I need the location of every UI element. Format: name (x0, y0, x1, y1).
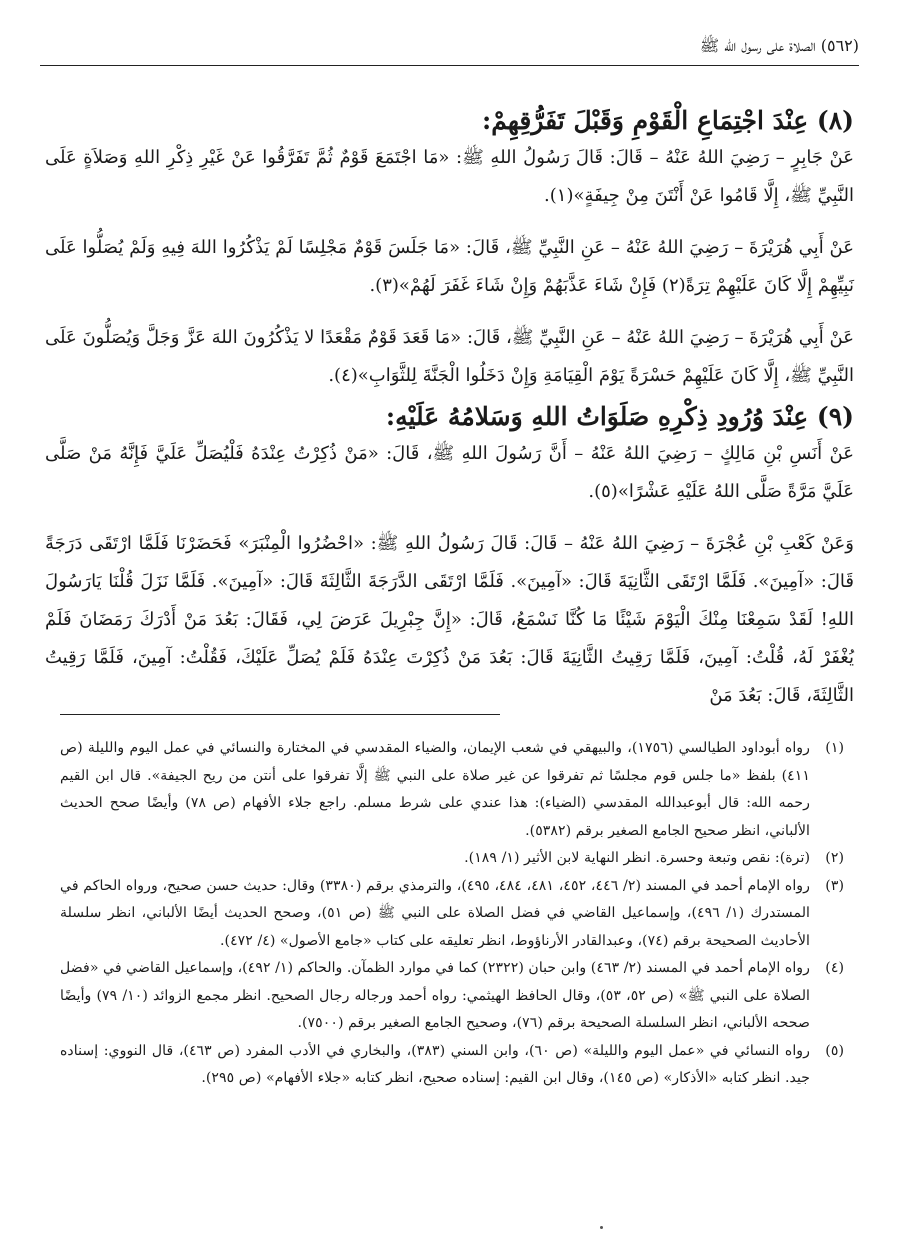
footnote-text: رواه الإمام أحمد في المسند (٢/ ٤٦٣) وابن حبان (٢٣٢٢) كما في موارد الظمآن. والحاكم (١/ ٤٩٢)، وإسماعيل القاضي في «فضل الصلاة على النبي ﷺ» (ص ٥٢، ٥٣)، وقال الحافظ الهيثمي: رواه أحمد ورجاله رجال الصحيح. انظر مجمع الزوائد (١٠/ ٧٩) وأيضًا صححه الألباني، انظر السلسلة الصحيحة برقم (٧٦)، وصحيح الجامع الصغير برقم (٧٥٠٠). (60, 960, 810, 1031)
footnote-text: رواه الإمام أحمد في المسند (٢/ ٤٤٦، ٤٥٢، ٤٨١، ٤٨٤، ٤٩٥)، والترمذي برقم (٣٣٨٠) وقال: حديث حسن صحيح، ورواه الحاكم في المستدرك (١/ ٤٩٦)، وإسماعيل القاضي في فضل الصلاة على النبي ﷺ (ص ٥١)، وصحح الحديث أيضًا الألباني، انظر سلسلة الأحاديث الصحيحة برقم (٧٤)، وعبدالقادر الأرناؤوط، انظر تعليقه على كتاب «جامع الأصول» (٤/ ٤٧٢). (60, 877, 810, 949)
section-heading-8: (٨) عِنْدَ اجْتِمَاعِ الْقَوْمِ وَقَبْلَ تَفَرُّقِهِمْ: (482, 106, 854, 135)
hadith-paragraph: عَنْ أَنَسِ بْنِ مَالِكٍ – رَضِيَ اللهُ عَنْهُ – أَنَّ رَسُولَ اللهِ ﷺ، قَالَ: «مَنْ ذُكِرْتُ عِنْدَهُ فَلْيُصَلِّ عَلَيَّ فَإِنَّهُ مَنْ صَلَّى عَلَيَّ مَرَّةً صَلَّى اللهُ عَلَيْهِ عَشْرًا»(٥). (45, 443, 854, 502)
hadith-paragraph: عَنْ أَبِي هُرَيْرَةَ – رَضِيَ اللهُ عَنْهُ – عَنِ النَّبِيِّ ﷺ، قَالَ: «مَا قَعَدَ قَوْمٌ مَقْعَدًا لا يَذْكُرُونَ اللهَ عَزَّ وَجَلَّ وَيُصَلُّونَ عَلَى النَّبِيِّ ﷺ، إِلَّا كَانَ عَلَيْهِمْ حَسْرَةً يَوْمَ الْقِيَامَةِ وَإِنْ دَخَلُوا الْجَنَّةَ لِلثَّوَابِ»(٤). (45, 327, 854, 386)
footnote-number: (٢) (825, 850, 844, 866)
footnote-number: (١) (825, 740, 844, 756)
footnote-number: (٣) (825, 877, 844, 894)
hadith-paragraph: وَعَنْ كَعْبِ بْنِ عُجْرَةَ – رَضِيَ اللهُ عَنْهُ – قَالَ: قَالَ رَسُولُ اللهِ ﷺ: «احْضُرُوا الْمِنْبَرَ» فَحَضَرْنَا فَلَمَّا ارْتَقَى دَرَجَةً قَالَ: «آمِينَ». فَلَمَّا ارْتَقَى الثَّانِيَةَ قَالَ: «آمِينَ». فَلَمَّا ارْتَقَى الدَّرَجَةَ الثَّالِثَةَ قَالَ: «آمِينَ». فَلَمَّا نَزَلَ قُلْنَا يَارَسُولَ اللهِ! لَقَدْ سَمِعْنَا مِنْكَ الْيَوْمَ شَيْئًا مَا كُنَّا نَسْمَعُ، قَالَ: «إِنَّ جِبْرِيلَ عَرَضَ لِي، فَقَالَ: بَعُدَ مَنْ أَدْرَكَ رَمَضَانَ فَلَمْ يُغْفَرْ لَهُ، قُلْتُ: آمِينَ، فَلَمَّا رَقِيتُ الثَّانِيَةَ قَالَ: بَعُدَ مَنْ ذُكِرْتَ عِنْدَهُ فَلَمْ يُصَلِّ عَلَيْكَ، فَقُلْتُ: آمِينَ، فَلَمَّا رَقِيتُ الثَّالِثَةَ، قَالَ: بَعُدَ مَنْ (45, 533, 854, 706)
footnotes (60, 735, 844, 1093)
footnote-number: (٥) (825, 1042, 844, 1059)
footnote-number: (٤) (825, 960, 844, 976)
main-text (45, 103, 854, 729)
running-title: (٥٦٢) الصلاة على رسول الله ﷺ (699, 36, 859, 55)
footnote (60, 735, 844, 845)
footnote-text: (ترة): نقص وتبعة وحسرة. انظر النهاية لابن الأثير (١/ ١٨٩). (464, 850, 810, 866)
hadith-paragraph: عَنْ جَابِرٍ – رَضِيَ اللهُ عَنْهُ – قَالَ: قَالَ رَسُولُ اللهِ ﷺ: «مَا اجْتَمَعَ قَوْمٌ ثُمَّ تَفَرَّقُوا عَنْ غَيْرِ ذِكْرِ اللهِ وَصَلاَةٍ عَلَى النَّبِيِّ ﷺ، إِلَّا قَامُوا عَنْ أَنْتَنَ مِنْ جِيفَةٍ»(١). (45, 147, 854, 206)
page-mark (600, 1226, 603, 1229)
section-heading-9: (٩) عِنْدَ وُرُودِ ذِكْرِهِ صَلَوَاتُ اللهِ وَسَلامُهُ عَلَيْهِ: (385, 402, 854, 431)
footnote-separator (60, 714, 500, 715)
running-header (40, 36, 859, 66)
footnote (60, 845, 844, 873)
footnote-text: رواه أبوداود الطيالسي (١٧٥٦)، والبيهقي في شعب الإيمان، والضياء المقدسي في المختارة والنسائي في عمل اليوم والليلة (ص ٤١١) بلفظ «ما جلس قوم مجلسًا ثم تفرقوا عن غير صلاة على النبي ﷺ إلَّا تفرقوا على أنتن من ريح الجيفة». قال ابن القيم رحمه الله: قال أبوعبدالله المقدسي (الضياء): هذا عندي على شرط مسلم. راجع جلاء الأفهام (ص ٧٨) وأيضًا صحح الحديث الألباني، انظر صحيح الجامع الصغير برقم (٥٣٨٢). (60, 740, 811, 839)
footnote (60, 955, 844, 1038)
footnote-text: رواه النسائي في «عمل اليوم والليلة» (ص ٦٠)، وابن السني (٣٨٣)، والبخاري في الأدب المفرد (ص ٤٦٣)، قال النووي: إسناده جيد. انظر كتابه «الأذكار» (ص ١٤٥)، وقال ابن القيم: إسناده صحيح، انظر كتابه «جلاء الأفهام» (ص ٢٩٥). (60, 1042, 810, 1086)
hadith-paragraph: عَنْ أَبِي هُرَيْرَةَ – رَضِيَ اللهُ عَنْهُ – عَنِ النَّبِيِّ ﷺ، قَالَ: «مَا جَلَسَ قَوْمٌ مَجْلِسًا لَمْ يَذْكُرُوا اللهَ فِيهِ وَلَمْ يُصَلُّوا عَلَى نَبِيِّهِمْ إِلَّا كَانَ عَلَيْهِمْ تِرَةً(٢) فَإِنْ شَاءَ عَذَّبَهُمْ وَإِنْ شَاءَ غَفَرَ لَهُمْ»(٣). (45, 237, 854, 296)
footnote (60, 873, 844, 956)
footnote (60, 1038, 844, 1093)
